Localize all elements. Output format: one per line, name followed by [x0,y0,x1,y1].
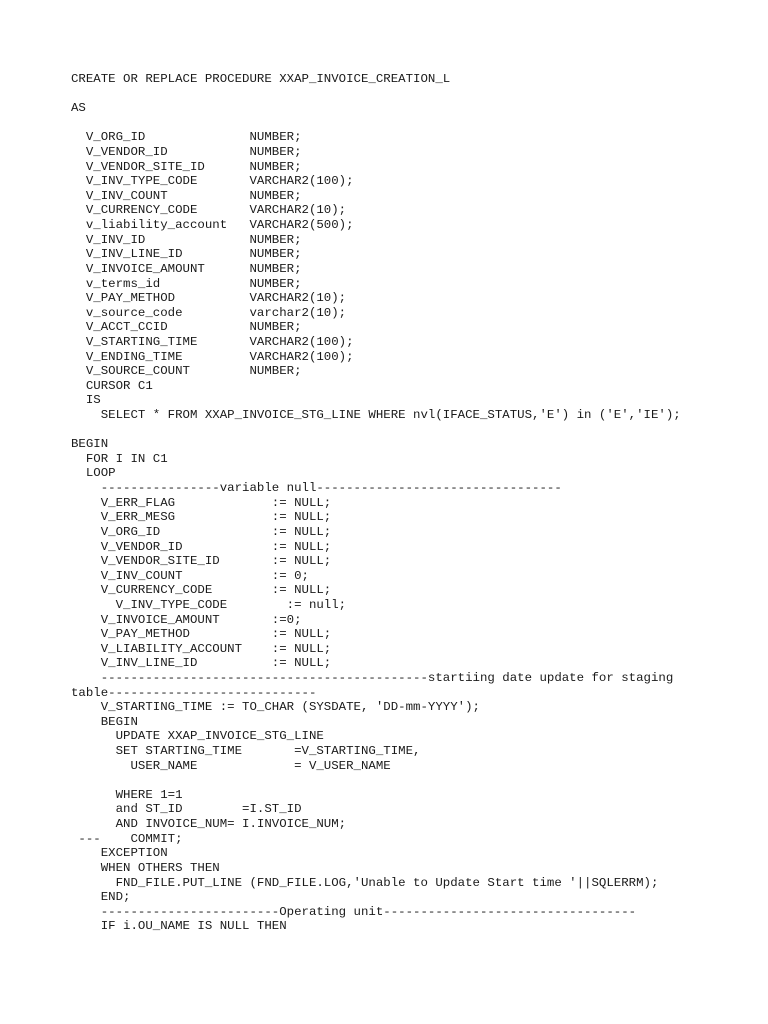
code-line: V_ACCT_CCID NUMBER; [71,320,302,335]
code-line: V_INV_LINE_ID NUMBER; [71,247,302,262]
code-line: WHERE 1=1 [71,787,183,802]
code-line: V_VENDOR_SITE_ID := NULL; [71,554,332,569]
code-line: V_ERR_FLAG := NULL; [71,495,332,510]
code-line: WHEN OTHERS THEN [71,860,220,875]
code-line: V_VENDOR_ID := NULL; [71,539,332,554]
code-listing [71,72,751,934]
code-line: V_INV_TYPE_CODE := null; [71,597,347,612]
code-line: ------------------------Operating unit---------------------------------- [71,904,637,919]
code-line: V_ERR_MESG := NULL; [71,510,332,525]
code-line: IS [71,393,101,408]
code-line: V_PAY_METHOD := NULL; [71,627,332,642]
code-line: V_STARTING_TIME := TO_CHAR (SYSDATE, 'DD-mm-YYYY'); [71,700,480,715]
code-line: USER_NAME = V_USER_NAME [71,758,391,773]
code-line [71,116,751,131]
code-line: V_INV_COUNT NUMBER; [71,188,302,203]
code-line: IF i.OU_NAME IS NULL THEN [71,919,287,934]
code-line: V_LIABILITY_ACCOUNT := NULL; [71,641,332,656]
code-line: SET STARTING_TIME =V_STARTING_TIME, [71,744,421,759]
code-line: AND INVOICE_NUM= I.INVOICE_NUM; [71,817,347,832]
code-line: V_CURRENCY_CODE := NULL; [71,583,332,598]
code-line: and ST_ID =I.ST_ID [71,802,302,817]
code-line: CREATE OR REPLACE PROCEDURE XXAP_INVOICE_CREATION_L [71,72,451,86]
code-line: V_VENDOR_SITE_ID NUMBER; [71,159,302,174]
code-line: CURSOR C1 [71,378,153,393]
code-line: v_source_code varchar2(10); [71,305,347,320]
code-line: --- COMMIT; [71,831,183,846]
code-line: EXCEPTION [71,846,168,861]
code-line: AS [71,101,86,116]
code-line: V_ORG_ID := NULL; [71,524,332,539]
code-line: V_STARTING_TIME VARCHAR2(100); [71,334,354,349]
code-line: V_CURRENCY_CODE VARCHAR2(10); [71,203,347,218]
code-line: table---------------------------- [71,685,317,700]
code-line: END; [71,890,131,905]
code-line: V_ENDING_TIME VARCHAR2(100); [71,349,354,364]
code-line: v_liability_account VARCHAR2(500); [71,218,354,233]
code-line: LOOP [71,466,116,481]
code-line: V_INV_LINE_ID := NULL; [71,656,332,671]
code-line [71,87,751,102]
code-line: V_PAY_METHOD VARCHAR2(10); [71,291,347,306]
code-line: V_SOURCE_COUNT NUMBER; [71,364,302,379]
code-line: V_INVOICE_AMOUNT NUMBER; [71,261,302,276]
code-line: V_INV_TYPE_CODE VARCHAR2(100); [71,174,354,189]
code-line: V_VENDOR_ID NUMBER; [71,145,302,160]
code-line: SELECT * FROM XXAP_INVOICE_STG_LINE WHERE nvl(IFACE_STATUS,'E') in ('E','IE'); [71,408,681,423]
code-line: ----------------variable null--------------------------------- [71,481,562,496]
code-line: v_terms_id NUMBER; [71,276,302,291]
code-line: UPDATE XXAP_INVOICE_STG_LINE [71,729,324,744]
code-line: V_INV_ID NUMBER; [71,232,302,247]
code-line: FOR I IN C1 [71,451,168,466]
code-line: V_INV_COUNT := 0; [71,568,309,583]
code-line [71,423,751,438]
code-line [71,773,751,788]
code-line: BEGIN [71,714,138,729]
code-line: BEGIN [71,437,109,452]
code-line: FND_FILE.PUT_LINE (FND_FILE.LOG,'Unable to Update Start time '||SQLERRM); [71,875,659,890]
code-line: V_INVOICE_AMOUNT :=0; [71,612,302,627]
code-line: V_ORG_ID NUMBER; [71,130,302,145]
code-line: --------------------------------------------startiing date update for staging [71,670,674,685]
